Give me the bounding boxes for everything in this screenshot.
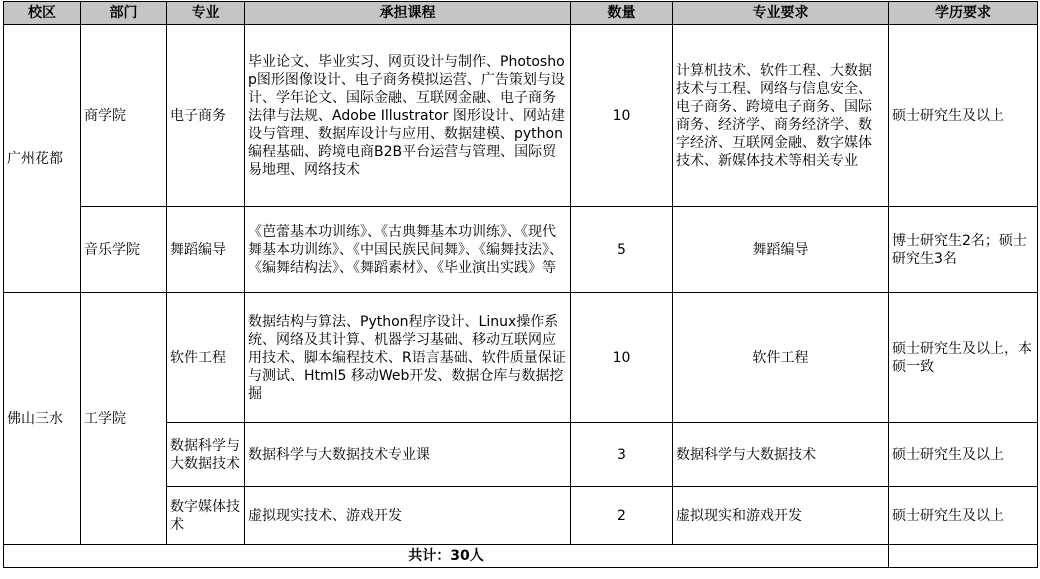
- count-cell: 5: [571, 207, 673, 293]
- total-cell: 共计：30人: [4, 545, 889, 568]
- courses-cell: 虚拟现实技术、游戏开发: [245, 487, 571, 545]
- header-count: 数量: [571, 2, 673, 25]
- header-education-requirement: 学历要求: [889, 2, 1038, 25]
- count-cell: 2: [571, 487, 673, 545]
- count-cell: 3: [571, 423, 673, 487]
- header-major: 专业: [167, 2, 245, 25]
- major-cell: 舞蹈编导: [167, 207, 245, 293]
- education-requirement-cell: 硕士研究生及以上，本硕一致: [889, 293, 1038, 423]
- education-requirement-cell: 硕士研究生及以上: [889, 487, 1038, 545]
- table-row: [4, 293, 1038, 423]
- count-cell: 10: [571, 293, 673, 423]
- courses-cell: 《芭蕾基本功训练》、《古典舞基本功训练》、《现代舞基本功训练》、《中国民族民间舞》、《编舞技法》、《编舞结构法》、《舞蹈素材》、《毕业演出实践》等: [245, 207, 571, 293]
- major-cell: 电子商务: [167, 25, 245, 207]
- major-requirement-cell: 舞蹈编导: [673, 207, 889, 293]
- courses-cell: 数据科学与大数据技术专业课: [245, 423, 571, 487]
- education-requirement-cell: 博士研究生2名；硕士研究生3名: [889, 207, 1038, 293]
- recruitment-table: [3, 1, 1038, 568]
- major-requirement-cell: 虚拟现实和游戏开发: [673, 487, 889, 545]
- count-cell: 10: [571, 25, 673, 207]
- total-empty-cell: [889, 545, 1038, 568]
- campus-cell: 佛山三水: [4, 293, 81, 545]
- header-row: [4, 2, 1038, 25]
- department-cell: 商学院: [81, 25, 167, 207]
- header-campus: 校区: [4, 2, 81, 25]
- courses-cell: 毕业论文、毕业实习、网页设计与制作、Photoshop图形图像设计、电子商务模拟运营、广告策划与设计、学年论文、国际金融、互联网金融、电子商务法律与法规、Adobe Illustrator 图形设计、网站建设与管理、数据库设计与应用、数据建模、python编程基础、跨境电商B2B平台运营与管理、国际贸易地理、网络技术: [245, 25, 571, 207]
- table-row: [4, 25, 1038, 207]
- education-requirement-cell: 硕士研究生及以上: [889, 423, 1038, 487]
- header-courses: 承担课程: [245, 2, 571, 25]
- total-row: [4, 545, 1038, 568]
- courses-cell: 数据结构与算法、Python程序设计、Linux操作系统、网络及其计算、机器学习基础、移动互联网应用技术、脚本编程技术、R语言基础、软件质量保证与测试、Html5 移动Web开发、数据仓库与数据挖掘: [245, 293, 571, 423]
- major-cell: 数据科学与大数据技术: [167, 423, 245, 487]
- department-cell: 音乐学院: [81, 207, 167, 293]
- department-cell: 工学院: [81, 293, 167, 545]
- major-cell: 软件工程: [167, 293, 245, 423]
- major-requirement-cell: 计算机技术、软件工程、大数据技术与工程、网络与信息安全、电子商务、跨境电子商务、国际商务、经济学、商务经济学、数字经济、互联网金融、数字媒体技术、新媒体技术等相关专业: [673, 25, 889, 207]
- major-cell: 数字媒体技术: [167, 487, 245, 545]
- major-requirement-cell: 软件工程: [673, 293, 889, 423]
- header-department: 部门: [81, 2, 167, 25]
- campus-cell: 广州花都: [4, 25, 81, 293]
- education-requirement-cell: 硕士研究生及以上: [889, 25, 1038, 207]
- table-row: [4, 207, 1038, 293]
- header-major-requirement: 专业要求: [673, 2, 889, 25]
- major-requirement-cell: 数据科学与大数据技术: [673, 423, 889, 487]
